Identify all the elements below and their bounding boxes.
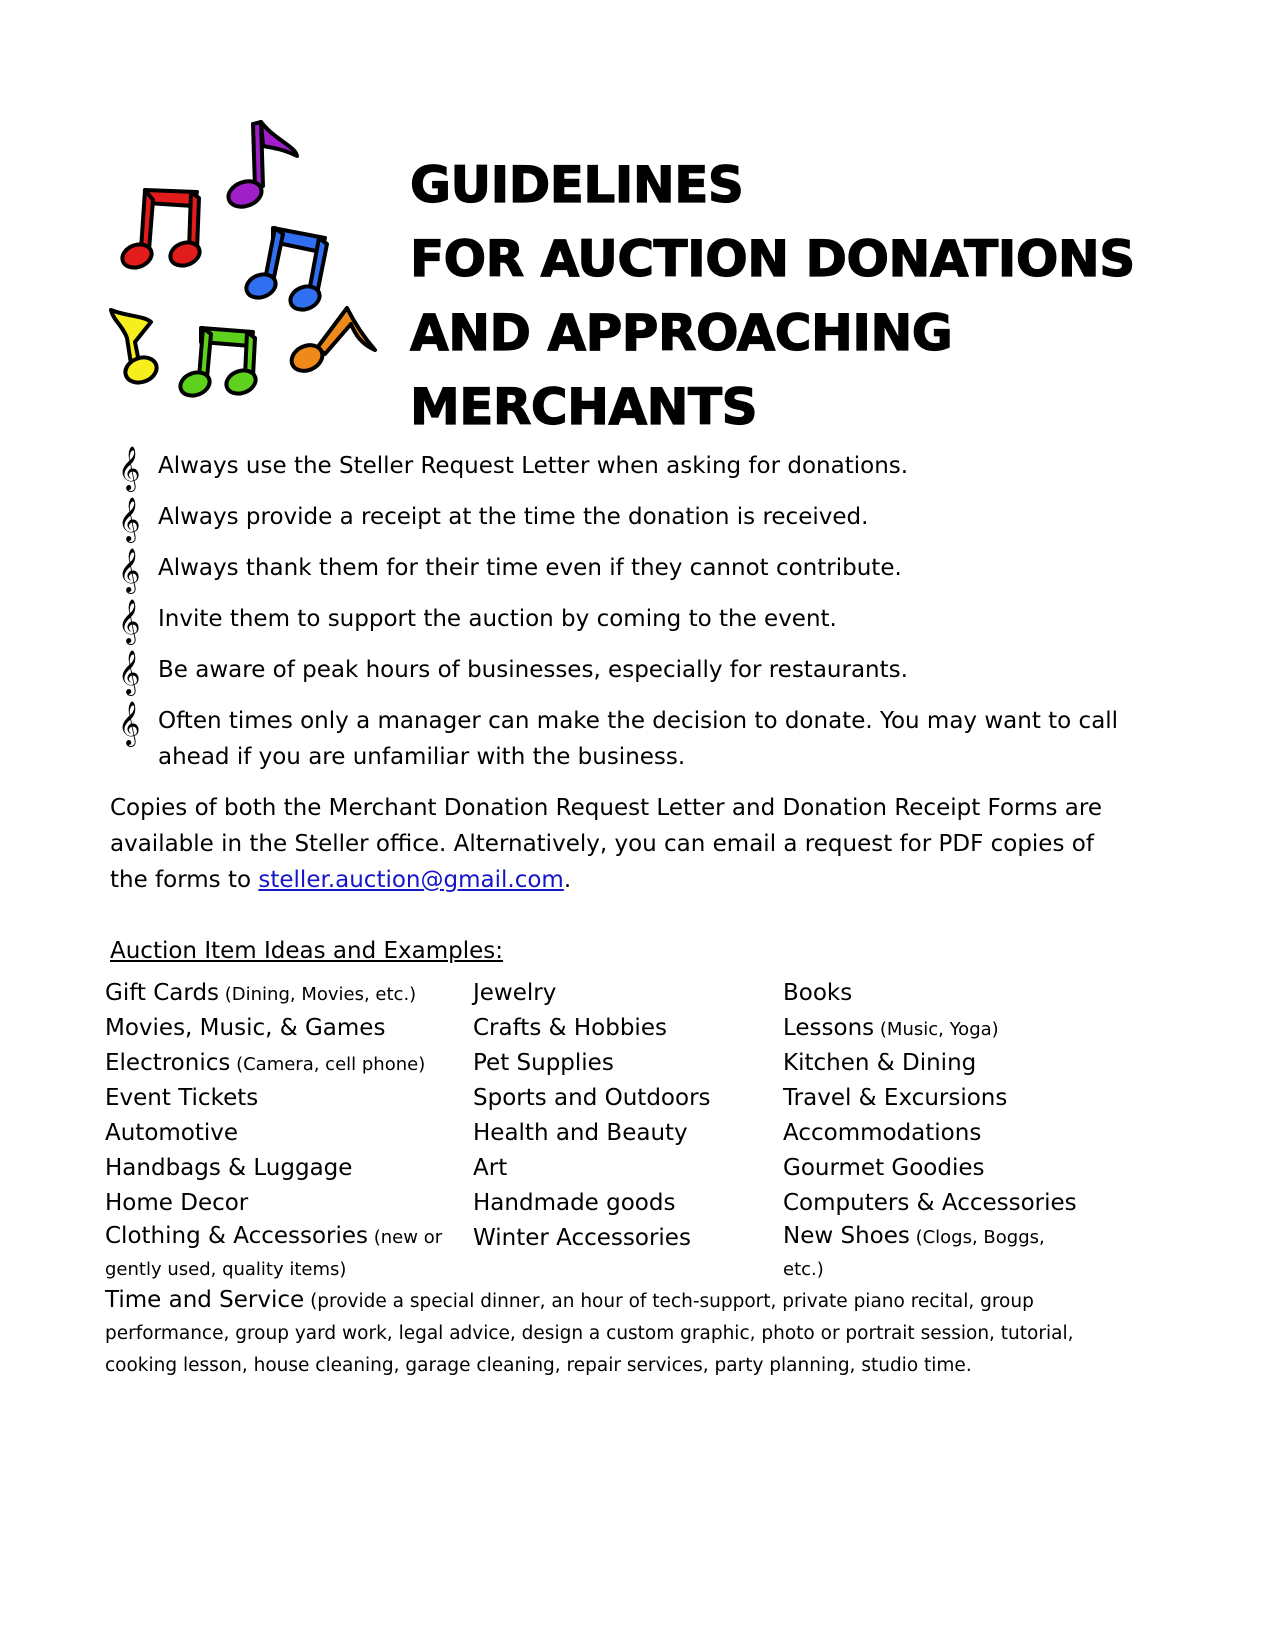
- idea-item: Event Tickets: [105, 1085, 259, 1111]
- idea-item: Clothing & Accessories (new or gently used, quality items): [105, 1223, 443, 1280]
- treble-clef-icon: 𝄞: [118, 548, 141, 592]
- title-line-1: GUIDELINES: [410, 156, 744, 214]
- treble-clef-icon: 𝄞: [118, 446, 141, 490]
- idea-item: Accommodations: [783, 1120, 982, 1146]
- forms-note-end: .: [563, 867, 572, 893]
- idea-item: Handbags & Luggage: [105, 1155, 353, 1181]
- idea-item: Books: [783, 980, 853, 1006]
- treble-clef-icon: 𝄞: [118, 650, 141, 694]
- ideas-column-2: [473, 976, 711, 1256]
- guideline-text: Be aware of peak hours of businesses, especially for restaurants.: [158, 657, 908, 683]
- idea-item: Lessons (Music, Yoga): [783, 1015, 999, 1041]
- ideas-heading: Auction Item Ideas and Examples:: [110, 938, 504, 964]
- guideline-text: Always provide a receipt at the time the donation is received.: [158, 504, 869, 530]
- yellow-note-icon: [111, 310, 160, 387]
- guideline-item: [118, 499, 1138, 550]
- guideline-text: Invite them to support the auction by coming to the event.: [158, 606, 837, 632]
- idea-item: Electronics (Camera, cell phone): [105, 1050, 426, 1076]
- purple-note-icon: [225, 122, 297, 211]
- guideline-item: [118, 601, 1138, 652]
- idea-item: Travel & Excursions: [783, 1085, 1008, 1111]
- idea-item: New Shoes (Clogs, Boggs, etc.): [783, 1223, 1045, 1280]
- guideline-item: [118, 703, 1143, 783]
- idea-item: Handmade goods: [473, 1190, 676, 1216]
- forms-availability-note: [110, 790, 1130, 898]
- blue-note-icon: [243, 228, 327, 313]
- guideline-text: Always use the Steller Request Letter when asking for donations.: [158, 453, 909, 479]
- idea-item: Automotive: [105, 1120, 239, 1146]
- page-title: [410, 148, 1135, 444]
- time-and-service-item: Time and Service (provide a special dinner, an hour of tech-support, private piano recital, group performance, group yard work, legal advice, design a custom graphic, photo or portrait session, tutorial, cooking lesson, house cleaning, garage cleaning, repair services, party planning, studio time.: [105, 1287, 1074, 1376]
- idea-item: Computers & Accessories: [783, 1190, 1077, 1216]
- idea-item: Health and Beauty: [473, 1120, 688, 1146]
- idea-item: Art: [473, 1155, 508, 1181]
- ideas-column-3: [783, 976, 1083, 1285]
- idea-item: Gift Cards (Dining, Movies, etc.): [105, 980, 417, 1006]
- treble-clef-icon: 𝄞: [118, 701, 141, 745]
- treble-clef-icon: 𝄞: [118, 599, 141, 643]
- title-line-3: AND APPROACHING: [410, 304, 953, 362]
- guideline-item: [118, 652, 1138, 703]
- idea-item: Pet Supplies: [473, 1050, 614, 1076]
- red-note-icon: [119, 190, 203, 271]
- ideas-column-1: [105, 976, 445, 1285]
- idea-item: Movies, Music, & Games: [105, 1015, 386, 1041]
- idea-item: Kitchen & Dining: [783, 1050, 977, 1076]
- orange-note-icon: [287, 308, 375, 376]
- email-link[interactable]: steller.auction@gmail.com: [258, 867, 564, 893]
- treble-clef-icon: 𝄞: [118, 497, 141, 541]
- idea-item: Home Decor: [105, 1190, 249, 1216]
- idea-item: Crafts & Hobbies: [473, 1015, 667, 1041]
- title-line-4: MERCHANTS: [410, 378, 758, 436]
- guideline-text: Often times only a manager can make the decision to donate. You may want to call ahead if you are unfamiliar with the business.: [158, 708, 1119, 770]
- guideline-item: [118, 550, 1138, 601]
- guideline-text: Always thank them for their time even if they cannot contribute.: [158, 555, 902, 581]
- forms-note-text: Copies of both the Merchant Donation Request Letter and Donation Receipt Forms are available in the Steller office. Alternatively, you can email a request for PDF copies of the forms to: [110, 795, 1102, 893]
- idea-item: Sports and Outdoors: [473, 1085, 711, 1111]
- guidelines-list: [118, 448, 1138, 783]
- idea-item: Jewelry: [473, 980, 557, 1006]
- idea-item: Gourmet Goodies: [783, 1155, 985, 1181]
- green-note-icon: [177, 328, 259, 399]
- title-line-2: FOR AUCTION DONATIONS: [410, 230, 1135, 288]
- idea-item: Winter Accessories: [473, 1225, 691, 1251]
- guideline-item: [118, 448, 1138, 499]
- music-notes-illustration: [105, 110, 385, 410]
